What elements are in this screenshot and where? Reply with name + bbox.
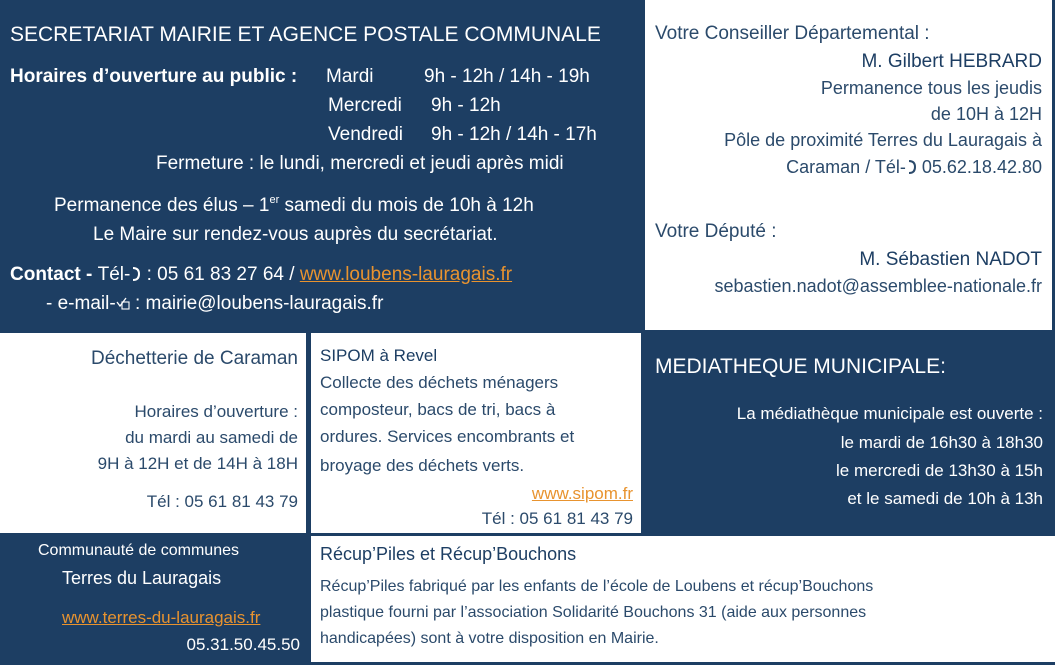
conseiller-name: M. Gilbert HEBRARD bbox=[861, 51, 1042, 72]
secretariat-panel bbox=[0, 0, 645, 330]
decheterie-title: Déchetterie de Caraman bbox=[91, 348, 298, 369]
hours-time-mercredi: 9h - 12h bbox=[431, 95, 501, 116]
email-icon bbox=[116, 296, 130, 310]
conseiller-tel-value: 05.62.18.42.80 bbox=[916, 157, 1042, 177]
conseiller-line4 bbox=[786, 158, 1042, 176]
permanence-text bbox=[54, 196, 534, 215]
communaute-panel bbox=[0, 536, 308, 665]
communaute-phone: 05.31.50.45.50 bbox=[186, 635, 300, 654]
decheterie-line3: 9H à 12H et de 14H à 18H bbox=[97, 454, 298, 473]
decheterie-panel bbox=[0, 333, 306, 533]
contact-label: Contact - bbox=[10, 264, 98, 285]
sipom-line3: ordures. Services encombrants et bbox=[320, 427, 575, 446]
hours-day-mardi: Mardi bbox=[326, 66, 374, 87]
communaute-title2: Terres du Lauragais bbox=[62, 568, 222, 588]
sipom-line2: composteur, bacs de tri, bacs à bbox=[320, 400, 556, 419]
hours-time-mardi: 9h - 12h / 14h - 19h bbox=[424, 66, 590, 87]
closing-text: Fermeture : le lundi, mercredi et jeudi après midi bbox=[156, 153, 564, 174]
mediatheque-title: MEDIATHEQUE MUNICIPALE: bbox=[655, 355, 946, 378]
recup-panel bbox=[311, 536, 1055, 662]
conseiller-tel-prefix: Caraman / Tél- bbox=[786, 157, 906, 177]
conseiller-line3: Pôle de proximité Terres du Lauragais à bbox=[724, 130, 1042, 150]
tel-value: : 05 61 83 27 64 / bbox=[141, 264, 300, 285]
hours-label: Horaires d’ouverture au public : bbox=[10, 66, 298, 87]
conseiller-line2: de 10H à 12H bbox=[930, 104, 1042, 124]
tel-prefix: Tél- bbox=[97, 264, 131, 285]
sipom-line4: broyage des déchets verts. bbox=[320, 456, 525, 475]
email-line bbox=[46, 294, 383, 313]
sipom-website-link[interactable]: www.sipom.fr bbox=[531, 484, 633, 503]
sipom-panel bbox=[311, 333, 641, 533]
decheterie-line1: Horaires d’ouverture : bbox=[134, 402, 298, 421]
communaute-title1: Communauté de communes bbox=[38, 542, 239, 559]
sipom-line1: Collecte des déchets ménagers bbox=[320, 373, 559, 392]
sipom-title: SIPOM à Revel bbox=[320, 346, 438, 365]
recup-line2: plastique fourni par l’association Solidarité Bouchons 31 (aide aux personnes bbox=[320, 604, 867, 621]
decheterie-line2: du mardi au samedi de bbox=[125, 428, 298, 447]
mediatheque-line2: le mardi de 16h30 à 18h30 bbox=[840, 433, 1043, 452]
mediatheque-line1: La médiathèque municipale est ouverte : bbox=[736, 404, 1043, 423]
elus-panel bbox=[645, 0, 1052, 330]
permanence-suffix: samedi du mois de 10h à 12h bbox=[279, 195, 534, 216]
hours-day-vendredi: Vendredi bbox=[328, 124, 404, 145]
phone-icon bbox=[906, 160, 917, 174]
maire-text: Le Maire sur rendez-vous auprès du secrétariat. bbox=[93, 224, 498, 245]
recup-line3: handicapées) sont à votre disposition en Mairie. bbox=[320, 630, 659, 647]
hours-day-mercredi: Mercredi bbox=[328, 95, 402, 116]
communaute-website-link[interactable]: www.terres-du-lauragais.fr bbox=[62, 608, 261, 627]
mediatheque-panel bbox=[645, 333, 1055, 533]
depute-email[interactable]: sebastien.nadot@assemblee-nationale.fr bbox=[714, 276, 1042, 296]
conseiller-line1: Permanence tous les jeudis bbox=[820, 78, 1042, 98]
sipom-tel: Tél : 05 61 81 43 79 bbox=[481, 509, 633, 528]
contact-line bbox=[10, 265, 512, 284]
conseiller-heading: Votre Conseiller Départemental : bbox=[655, 23, 930, 44]
permanence-prefix: Permanence des élus – 1 bbox=[54, 195, 270, 216]
decheterie-tel: Tél : 05 61 81 43 79 bbox=[146, 492, 298, 511]
mediatheque-line4: et le samedi de 10h à 13h bbox=[847, 489, 1043, 508]
mediatheque-line3: le mercredi de 13h30 à 15h bbox=[836, 461, 1043, 480]
hours-time-vendredi: 9h - 12h / 14h - 17h bbox=[431, 124, 597, 145]
depute-heading: Votre Député : bbox=[655, 221, 777, 242]
email-prefix: - e-mail- bbox=[46, 293, 116, 314]
phone-icon bbox=[130, 267, 141, 281]
recup-line1: Récup’Piles fabriqué par les enfants de l’école de Loubens et récup’Bouchons bbox=[320, 578, 874, 595]
website-link[interactable]: www.loubens-lauragais.fr bbox=[299, 264, 513, 285]
email-value[interactable]: : mairie@loubens-lauragais.fr bbox=[129, 293, 384, 314]
depute-name: M. Sébastien NADOT bbox=[859, 249, 1042, 270]
secretariat-title: SECRETARIAT MAIRIE ET AGENCE POSTALE COMMUNALE bbox=[10, 23, 601, 46]
recup-title: Récup’Piles et Récup’Bouchons bbox=[320, 544, 577, 564]
permanence-sup: er bbox=[269, 194, 280, 206]
